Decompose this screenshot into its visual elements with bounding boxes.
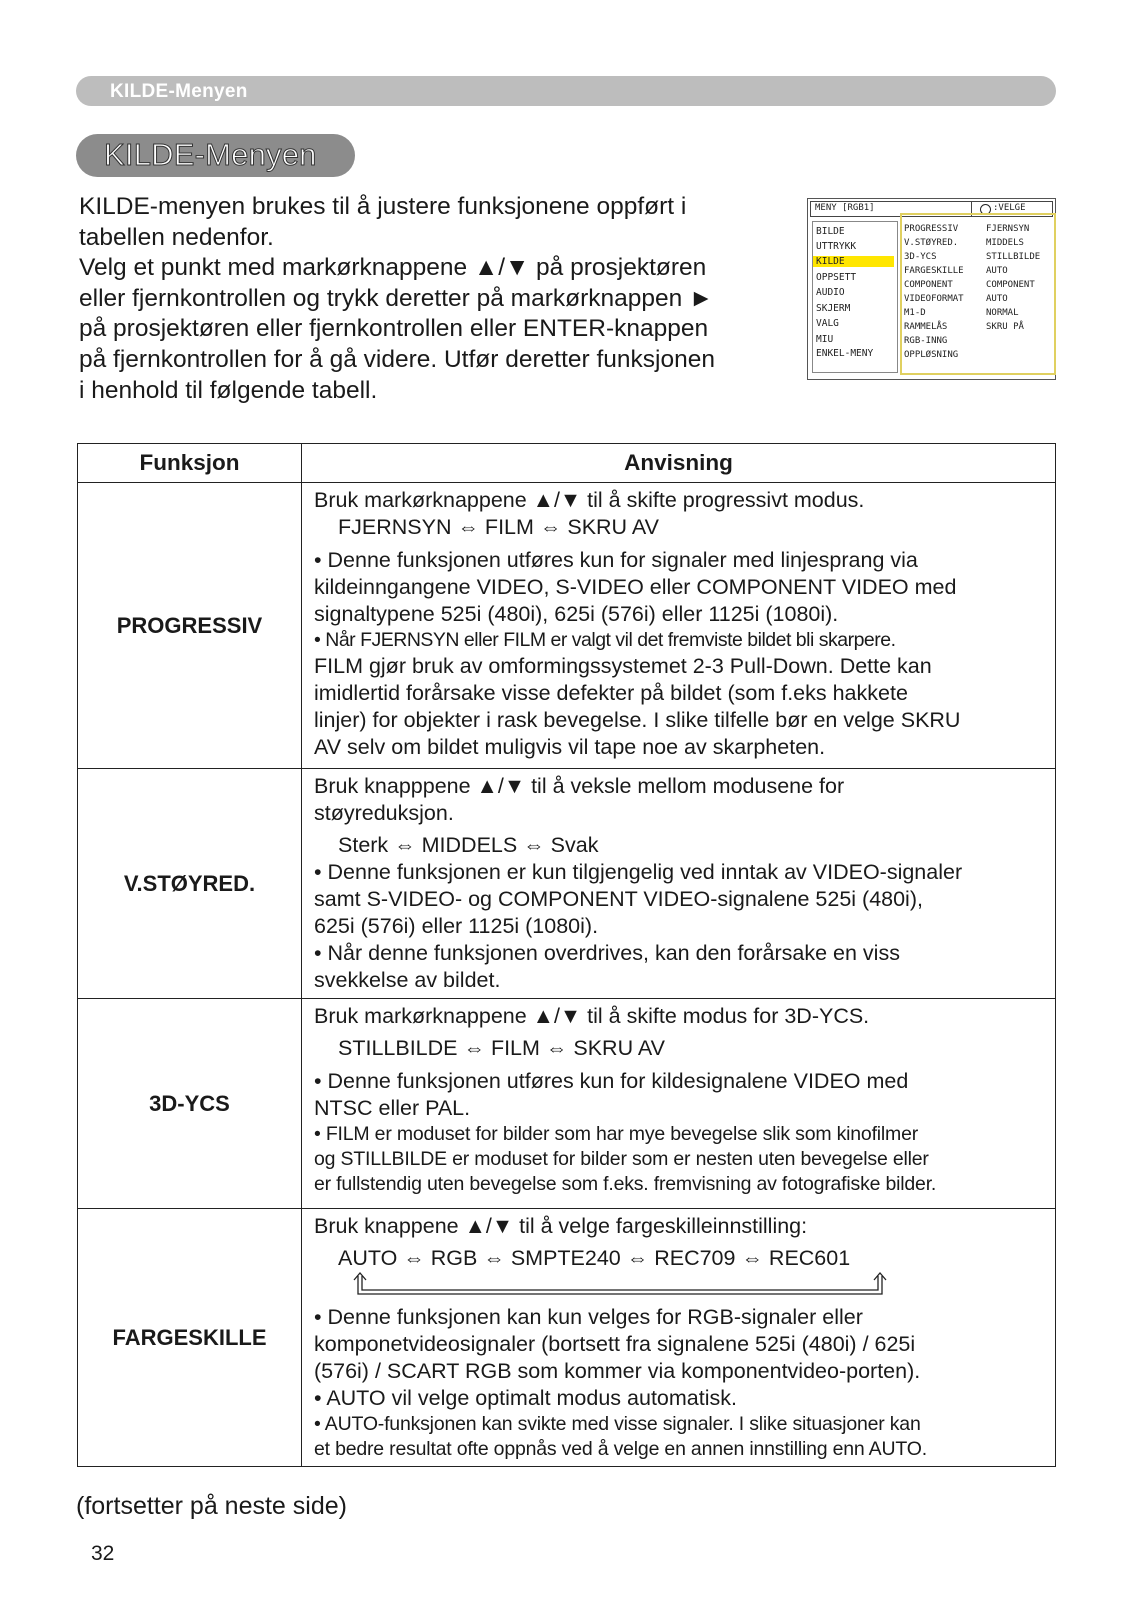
column-header-instruction: Anvisning xyxy=(302,444,1056,483)
note-text: kildeinngangene VIDEO, S-VIDEO eller COMPONENT VIDEO med xyxy=(314,575,957,599)
osd-setting: OPPLØSNING xyxy=(904,350,959,360)
osd-menu-item: MIU xyxy=(816,334,834,345)
option-cycle: AUTO ⇔ RGB ⇔ SMPTE240 ⇔ REC709 ⇔ REC601 xyxy=(338,1246,851,1270)
table-row xyxy=(78,769,1056,999)
loop-arrow-icon xyxy=(352,1272,892,1302)
section-title-pill xyxy=(76,134,355,177)
osd-select-hint: :VELGE xyxy=(993,203,1026,213)
instruction-text: støyreduksjon. xyxy=(314,801,454,825)
osd-menu-list xyxy=(812,221,898,373)
instruction-text: Bruk markørknappene ▲/▼ til å skifte modus for 3D-YCS. xyxy=(314,1004,870,1028)
note-text: svekkelse av bildet. xyxy=(314,968,501,992)
osd-settings-panel xyxy=(900,213,1056,375)
osd-setting: RAMMELÅS xyxy=(904,322,948,332)
osd-menu-item: AUDIO xyxy=(816,287,845,298)
intro-line: i henhold til følgende tabell. xyxy=(79,376,378,404)
function-name: 3D-YCS xyxy=(78,999,302,1209)
note-text: imidlertid forårsake visse defekter på bildet (som f.eks hakkete xyxy=(314,681,908,705)
instruction-cell xyxy=(302,999,1056,1209)
function-name: FARGESKILLE xyxy=(78,1209,302,1467)
note-text: • Når FJERNSYN eller FILM er valgt vil det fremviste bildet bli skarpere. xyxy=(314,629,896,651)
note-text: • Når denne funksjonen overdrives, kan den forårsake en viss xyxy=(314,941,900,965)
osd-value: STILLBILDE xyxy=(986,252,1041,262)
note-text: • FILM er moduset for bilder som har mye bevegelse slik som kinofilmer xyxy=(314,1123,919,1145)
instruction-text: Bruk knappene ▲/▼ til å velge fargeskilleinnstilling: xyxy=(314,1214,808,1238)
note-text: FILM gjør bruk av omformingssystemet 2-3 Pull-Down. Dette kan xyxy=(314,654,932,678)
instruction-cell xyxy=(302,769,1056,999)
instruction-text: Bruk markørknappene ▲/▼ til å skifte progressivt modus. xyxy=(314,488,865,512)
note-text: AV selv om bildet muligvis vil tape noe av skarpheten. xyxy=(314,735,826,759)
osd-value: AUTO xyxy=(986,266,1008,276)
osd-title: MENY [RGB1] xyxy=(815,203,875,213)
note-text: signaltypene 525i (480i), 625i (576i) eller 1125i (1080i). xyxy=(314,602,839,626)
osd-setting: PROGRESSIV xyxy=(904,224,959,234)
instruction-text: Bruk knapppene ▲/▼ til å veksle mellom modusene for xyxy=(314,774,845,798)
osd-value: COMPONENT xyxy=(986,280,1035,290)
note-text: • AUTO vil velge optimalt modus automatisk. xyxy=(314,1386,737,1410)
osd-menu-item: ENKEL-MENY xyxy=(816,348,874,359)
function-table xyxy=(77,443,1056,1467)
osd-setting: RGB-INNG xyxy=(904,336,948,346)
section-title: KILDE-Menyen xyxy=(104,137,317,172)
note-text: og STILLBILDE er moduset for bilder som er nesten uten bevegelse eller xyxy=(314,1148,929,1170)
note-text: • AUTO-funksjonen kan svikte med visse signaler. I slike situasjoner kan xyxy=(314,1413,921,1435)
note-text: • Denne funksjonen utføres kun for signaler med linjesprang via xyxy=(314,548,918,572)
osd-value: MIDDELS xyxy=(986,238,1024,248)
instruction-cell xyxy=(302,1209,1056,1467)
note-text: samt S-VIDEO- og COMPONENT VIDEO-signalene 525i (480i), xyxy=(314,887,923,911)
intro-line: på prosjektøren eller fjernkontrollen eller ENTER-knappen xyxy=(79,315,709,343)
note-text: er fullstendig uten bevegelse som f.eks. fremvisning av fotografiske bilder. xyxy=(314,1173,937,1195)
osd-setting: V.STØYRED. xyxy=(904,238,959,248)
osd-setting: COMPONENT xyxy=(904,280,953,290)
intro-line: KILDE-menyen brukes til å justere funksjonene oppført i xyxy=(79,193,687,220)
osd-setting: VIDEOFORMAT xyxy=(904,294,964,304)
option-cycle: STILLBILDE ⇔ FILM ⇔ SKRU AV xyxy=(338,1036,665,1060)
intro-line: Velg et punkt med markørknappene ▲/▼ på prosjektøren xyxy=(79,254,707,282)
note-text: komponetvideosignaler (bortsett fra signalene 525i (480i) / 625i xyxy=(314,1332,916,1356)
table-row xyxy=(78,999,1056,1209)
header-bar-label: KILDE-Menyen xyxy=(110,81,248,102)
intro-line: tabellen nedenfor. xyxy=(79,223,274,251)
instruction-cell xyxy=(302,483,1056,769)
note-text: (576i) / SCART RGB som kommer via komponentvideo-porten). xyxy=(314,1359,921,1383)
osd-setting: FARGESKILLE xyxy=(904,266,964,276)
osd-menu-item: SKJERM xyxy=(816,303,851,314)
osd-value: FJERNSYN xyxy=(986,224,1030,234)
osd-menu-item: UTTRYKK xyxy=(816,241,857,252)
function-name: PROGRESSIV xyxy=(78,483,302,769)
osd-value: AUTO xyxy=(986,294,1008,304)
osd-menu-item: OPPSETT xyxy=(816,272,857,283)
note-text: linjer) for objekter i rask bevegelse. I slike tilfelle bør en velge SKRU xyxy=(314,708,961,732)
note-text: NTSC eller PAL. xyxy=(314,1096,471,1120)
note-text: • Denne funksjonen utføres kun for kildesignalene VIDEO med xyxy=(314,1069,909,1093)
osd-menu-screenshot xyxy=(807,198,1056,380)
osd-value: NORMAL xyxy=(986,308,1019,318)
option-cycle: FJERNSYN ⇔ FILM ⇔ SKRU AV xyxy=(338,515,659,539)
header-bar xyxy=(76,76,1056,106)
table-row xyxy=(78,483,1056,769)
osd-menu-item-selected: KILDE xyxy=(813,256,894,267)
intro-line: eller fjernkontrollen og trykk deretter på markørknappen ► xyxy=(79,284,714,312)
osd-setting: M1-D xyxy=(904,308,926,318)
note-text: • Denne funksjonen kan kun velges for RGB-signaler eller xyxy=(314,1305,863,1329)
table-header-row xyxy=(78,444,1056,483)
intro-paragraph xyxy=(79,192,789,406)
loop-arrow xyxy=(338,1272,1045,1304)
option-cycle: Sterk ⇔ MIDDELS ⇔ Svak xyxy=(338,833,599,857)
note-text: 625i (576i) eller 1125i (1080i). xyxy=(314,914,599,938)
note-text: • Denne funksjonen er kun tilgjengelig ved inntak av VIDEO-signaler xyxy=(314,860,963,884)
function-name: V.STØYRED. xyxy=(78,769,302,999)
table-row xyxy=(78,1209,1056,1467)
osd-menu-item: BILDE xyxy=(816,226,845,237)
page-number: 32 xyxy=(91,1542,115,1565)
osd-setting: 3D-YCS xyxy=(904,252,937,262)
note-text: et bedre resultat ofte oppnås ved å velge en annen innstilling enn AUTO. xyxy=(314,1438,927,1460)
osd-menu-item: VALG xyxy=(816,318,839,329)
intro-line: på fjernkontrollen for å gå videre. Utfør deretter funksjonen xyxy=(79,345,715,373)
osd-value: SKRU PÅ xyxy=(986,322,1024,332)
column-header-function: Funksjon xyxy=(78,444,302,483)
continued-note: (fortsetter på neste side) xyxy=(76,1492,347,1520)
